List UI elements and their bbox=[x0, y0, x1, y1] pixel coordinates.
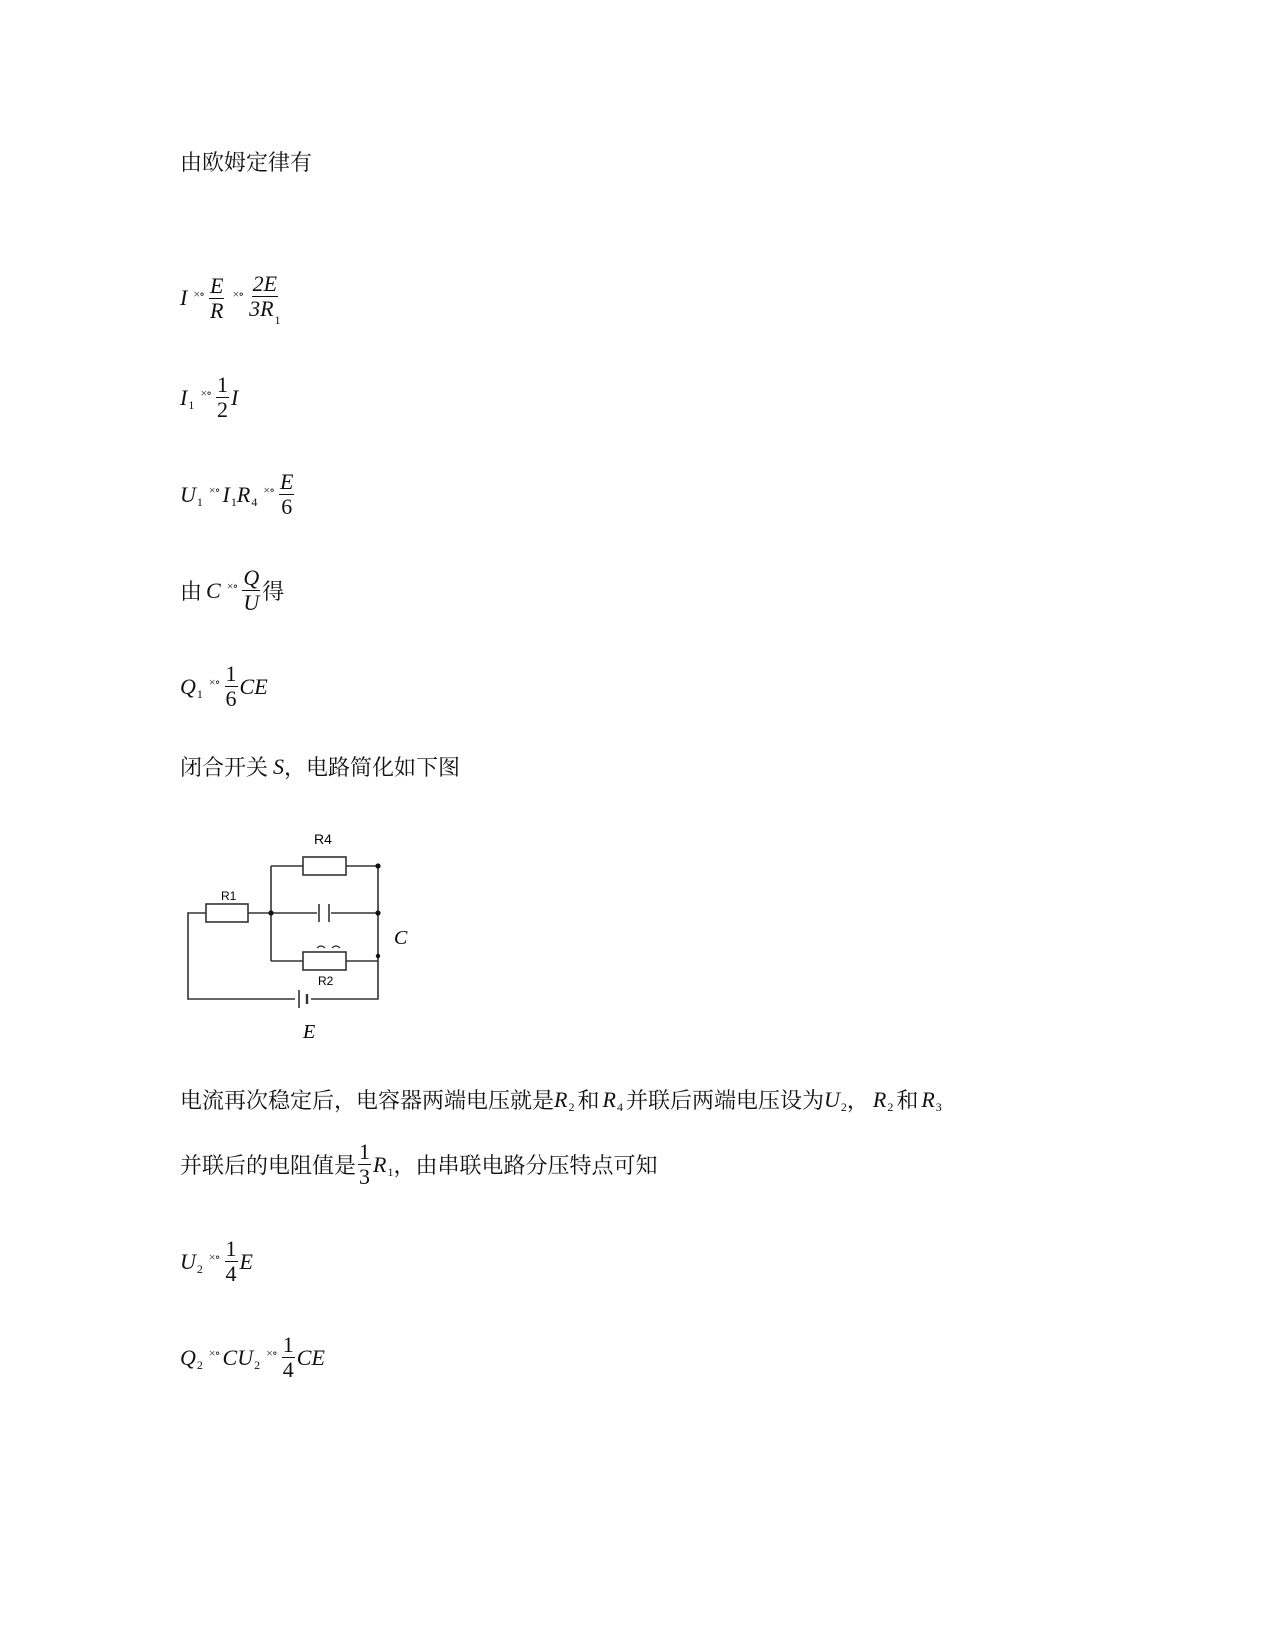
eq3-lhs-sub: 1 bbox=[196, 495, 203, 509]
para1-u2-sub: 2 bbox=[840, 1100, 847, 1114]
eq1-f2-num: 2E bbox=[252, 271, 278, 296]
eq4-fraction bbox=[242, 566, 260, 615]
eq3-mid-b-sub: 4 bbox=[251, 495, 258, 509]
paragraph-line-2 bbox=[180, 1140, 657, 1189]
eq5-rhs: CE bbox=[239, 673, 268, 699]
eq2-den: 2 bbox=[216, 397, 228, 422]
resistor-r1 bbox=[206, 904, 248, 922]
eq5-lhs-sub: 1 bbox=[196, 687, 203, 701]
equation-capacitance bbox=[180, 566, 284, 615]
eq1-rel-2: ×∘ bbox=[232, 286, 244, 301]
para1-and-1: 和 bbox=[577, 1089, 600, 1114]
para1-text-b: 并联后两端电压设为 bbox=[625, 1089, 824, 1114]
para1-comma: ， bbox=[846, 1089, 869, 1114]
para2-num: 1 bbox=[359, 1139, 371, 1164]
eq2-fraction bbox=[216, 373, 229, 422]
eq6-num: 1 bbox=[225, 1236, 237, 1261]
eq4-post: 得 bbox=[262, 580, 285, 605]
eq6-lhs-sub: 2 bbox=[196, 1262, 203, 1276]
label-r4: R4 bbox=[314, 831, 332, 847]
eq3-mid-b: R bbox=[236, 481, 251, 507]
para1-r2b-sub: 2 bbox=[887, 1100, 894, 1114]
para1-r4-sub: 4 bbox=[616, 1100, 623, 1114]
label-c: C bbox=[394, 927, 408, 949]
eq7-rel: ×∘ bbox=[208, 1346, 220, 1360]
para2-text-b: ，由串联电路分压特点可知 bbox=[393, 1154, 658, 1179]
eq2-lhs: I bbox=[180, 384, 188, 410]
eq7-lhs-sub: 2 bbox=[196, 1358, 203, 1372]
eq2-lhs-sub: 1 bbox=[188, 398, 195, 412]
eq6-den: 4 bbox=[225, 1261, 237, 1286]
para1-r3-sub: 3 bbox=[935, 1100, 942, 1114]
equation-u2 bbox=[180, 1237, 253, 1286]
eq2-rel: ×∘ bbox=[200, 386, 211, 400]
eq1-f1-num: E bbox=[209, 272, 224, 298]
paragraph-line-1 bbox=[180, 1084, 942, 1115]
para1-r3: R bbox=[921, 1086, 935, 1112]
eq5-num: 1 bbox=[225, 661, 237, 686]
switch-mark bbox=[317, 946, 340, 948]
eq7-mid: CU bbox=[222, 1344, 254, 1370]
intro-text: 由欧姆定律有 bbox=[180, 151, 313, 176]
eq5-den: 6 bbox=[225, 686, 237, 711]
para2-fraction bbox=[358, 1140, 371, 1189]
eq3-fraction bbox=[279, 470, 294, 519]
eq2-rhs: I bbox=[230, 384, 239, 410]
node-left bbox=[268, 910, 273, 915]
eq1-f2-den-sub: 1 bbox=[274, 313, 281, 327]
para2-r1: R bbox=[373, 1151, 387, 1177]
node-mid-right bbox=[375, 910, 380, 915]
para1-r4: R bbox=[602, 1086, 616, 1112]
eq7-lhs: Q bbox=[180, 1344, 196, 1370]
eq4-pre: 由 bbox=[180, 580, 203, 605]
eq1-fraction-2 bbox=[248, 271, 281, 327]
eq4-num: Q bbox=[243, 565, 260, 590]
eq5-lhs: Q bbox=[180, 673, 196, 699]
node-top-right bbox=[375, 863, 380, 868]
eq7-fraction bbox=[282, 1333, 295, 1382]
eq3-rel-2: ×∘ bbox=[263, 483, 274, 497]
equation-u1 bbox=[180, 470, 296, 519]
node-bot-right bbox=[376, 954, 380, 958]
para2-den: 3 bbox=[359, 1164, 371, 1189]
eq1-f2-den bbox=[248, 296, 281, 327]
eq3-den: 6 bbox=[281, 494, 293, 519]
equation-i1 bbox=[180, 373, 238, 422]
para1-and-2: 和 bbox=[896, 1089, 919, 1114]
eq7-rhs: CE bbox=[296, 1344, 325, 1370]
switch-text-s: S bbox=[273, 753, 285, 779]
para2-text-a: 并联后的电阻值是 bbox=[180, 1154, 357, 1179]
eq5-rel: ×∘ bbox=[208, 675, 220, 689]
eq3-mid-a: I bbox=[222, 481, 230, 507]
resistor-r2 bbox=[303, 952, 346, 970]
switch-text bbox=[180, 751, 460, 782]
equation-q1 bbox=[180, 662, 268, 711]
eq3-num: E bbox=[279, 469, 294, 494]
eq1-rel: ×∘ bbox=[193, 286, 204, 301]
eq4-lhs: C bbox=[206, 577, 221, 603]
eq6-lhs: U bbox=[180, 1248, 196, 1274]
para1-r2b: R bbox=[872, 1086, 887, 1112]
eq7-den: 4 bbox=[282, 1357, 294, 1382]
eq1-lhs: I bbox=[180, 285, 188, 310]
para2-r1-sub: 1 bbox=[387, 1165, 394, 1179]
resistor-r4 bbox=[303, 857, 346, 875]
eq6-rhs: E bbox=[239, 1248, 253, 1274]
switch-text-post: ，电路简化如下图 bbox=[284, 756, 461, 781]
para1-text-a: 电流再次稳定后，电容器两端电压就是 bbox=[180, 1089, 555, 1114]
wire-left-loop bbox=[188, 913, 295, 999]
eq1-f2-den-a: 3R bbox=[249, 296, 274, 321]
eq6-fraction bbox=[225, 1237, 238, 1286]
equation-ohm-current bbox=[180, 271, 284, 327]
eq3-rel: ×∘ bbox=[208, 483, 220, 497]
para1-r2-sub: 2 bbox=[568, 1100, 575, 1114]
eq1-f1-den: R bbox=[209, 297, 224, 323]
eq7-num: 1 bbox=[282, 1332, 294, 1357]
eq7-mid-sub: 2 bbox=[254, 1358, 261, 1372]
switch-text-pre: 闭合开关 bbox=[180, 756, 269, 781]
eq2-num: 1 bbox=[216, 372, 228, 397]
circuit-diagram bbox=[180, 820, 430, 1045]
para1-r2: R bbox=[554, 1086, 568, 1112]
label-r2: R2 bbox=[318, 974, 334, 988]
eq4-den: U bbox=[243, 590, 260, 615]
eq5-fraction bbox=[225, 662, 238, 711]
eq4-rel: ×∘ bbox=[226, 579, 238, 593]
eq3-lhs: U bbox=[180, 481, 196, 507]
eq6-rel: ×∘ bbox=[208, 1250, 220, 1264]
eq7-rel-2: ×∘ bbox=[266, 1346, 277, 1360]
eq3-mid-a-sub: 1 bbox=[230, 495, 237, 509]
eq1-fraction-1 bbox=[209, 274, 224, 323]
equation-q2 bbox=[180, 1333, 325, 1382]
label-e: E bbox=[303, 1021, 316, 1043]
para1-u2: U bbox=[823, 1086, 840, 1112]
label-r1: R1 bbox=[221, 889, 237, 903]
